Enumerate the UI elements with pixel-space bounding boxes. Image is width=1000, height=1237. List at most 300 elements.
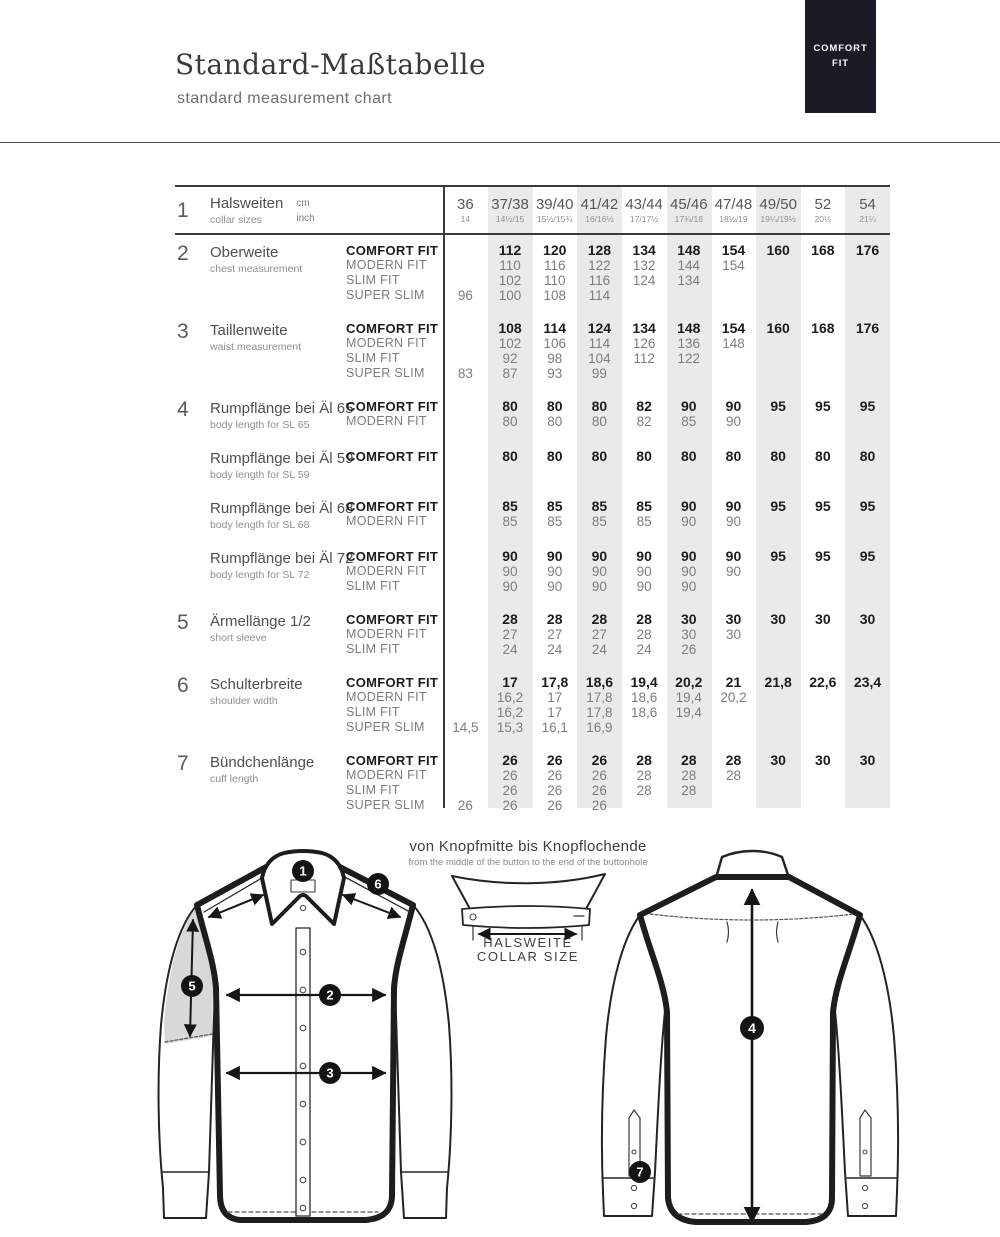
value-cell: 154: [722, 258, 745, 273]
collar-size-inch: 17¾/18: [674, 214, 703, 224]
collar-size-inch: 16/16½: [585, 214, 614, 224]
value-cell: [622, 798, 667, 813]
value-cell: [756, 564, 801, 579]
value-cell: 90: [680, 398, 697, 414]
collar-size-cm: 54: [859, 196, 876, 213]
collar-size-inch: 18½/19: [719, 214, 748, 224]
fit-row: [346, 705, 890, 720]
section-name-en: shoulder width: [210, 695, 278, 707]
section-name-de: Ärmellänge 1/2: [210, 613, 311, 630]
measure-badge-3: [319, 1062, 341, 1084]
section-name-de: Rumpflänge bei Äl 59: [210, 450, 354, 467]
value-cell: 90: [591, 579, 607, 594]
measure-badge-7: [629, 1161, 651, 1183]
value-cell: 95: [770, 398, 786, 414]
value-cell: 17: [502, 674, 518, 690]
value-cell: 134: [632, 242, 656, 258]
value-cell: 26: [457, 798, 473, 813]
value-cell: [443, 336, 488, 351]
value-cell: [801, 273, 846, 288]
value-cell: [622, 720, 667, 735]
collar-size-cm: 39/40: [535, 196, 574, 213]
section-rows: [346, 449, 890, 481]
value-cell: [845, 273, 890, 288]
fit-row: [346, 514, 890, 529]
value-cell: 30: [815, 752, 831, 768]
value-cell: 24: [591, 642, 607, 657]
fit-label: MODERN FIT: [346, 514, 427, 528]
value-cell: [801, 351, 846, 366]
value-cell: [711, 705, 756, 720]
value-cell: 30: [770, 752, 786, 768]
value-cell: [756, 273, 801, 288]
value-cell: [801, 642, 846, 657]
fit-label: COMFORT FIT: [346, 321, 439, 336]
value-cell: 85: [591, 498, 608, 514]
value-cell: 124: [632, 273, 656, 288]
value-cell: 21: [725, 674, 742, 690]
table-section: [175, 753, 890, 813]
fit-row: [346, 549, 890, 564]
collar-size-cm: 47/48: [714, 196, 753, 213]
value-cell: [443, 549, 488, 564]
collar-name-de: Halsweiten: [210, 194, 284, 212]
section-rows: [346, 612, 890, 657]
value-cell: 120: [543, 242, 567, 258]
value-cell: 90: [502, 548, 518, 564]
value-cell: 28: [546, 611, 563, 627]
value-cell: 114: [588, 288, 611, 303]
value-cell: 26: [591, 783, 607, 798]
value-cell: 28: [636, 768, 652, 783]
value-cell: [801, 579, 846, 594]
section-name: [210, 195, 346, 226]
value-cell: 26: [502, 798, 518, 813]
value-cell: [443, 351, 488, 366]
collar-top: [452, 874, 605, 909]
value-cell: 134: [677, 273, 701, 288]
table-section: [175, 399, 890, 431]
value-cell: [443, 753, 488, 768]
section-name-en: body length for SL 59: [210, 469, 310, 481]
value-cell: 30: [725, 611, 742, 627]
value-cell: [801, 514, 846, 529]
value-cell: 28: [725, 752, 742, 768]
value-cell: 28: [636, 752, 652, 768]
value-cell: 95: [815, 398, 831, 414]
value-cell: 85: [547, 514, 563, 529]
fit-label: SUPER SLIM: [346, 798, 425, 812]
collar-band: [462, 906, 590, 928]
value-cell: 80: [725, 448, 742, 464]
value-cell: [845, 705, 890, 720]
value-cell: 28: [681, 768, 697, 783]
value-cell: [845, 514, 890, 529]
section-number: 4: [177, 398, 189, 421]
fit-row: [346, 564, 890, 579]
value-cell: 168: [811, 242, 835, 258]
fit-label: SLIM FIT: [346, 273, 400, 287]
value-cell: 85: [502, 498, 518, 514]
collar-size-cell: [711, 196, 756, 224]
fit-label: COMFORT FIT: [346, 675, 439, 690]
section-rows: [346, 753, 890, 813]
value-cell: [845, 564, 890, 579]
value-cell: 90: [636, 564, 652, 579]
collar-size-cell: [801, 196, 846, 224]
buttonhole-note-de: von Knopfmitte bis Knopflochende: [409, 838, 647, 855]
table-sections: [175, 243, 890, 831]
collar-diagram: [452, 874, 605, 940]
value-cell: [711, 642, 756, 657]
collar-size-cell: [845, 196, 890, 224]
value-cell: [443, 449, 488, 464]
fit-row: [346, 675, 890, 690]
value-cell: 90: [591, 548, 608, 564]
value-cell: [711, 579, 756, 594]
value-cell: 17: [547, 705, 563, 720]
value-cell: 83: [457, 366, 473, 381]
value-cell: [711, 351, 756, 366]
value-cell: [443, 273, 488, 288]
value-cell: 87: [502, 366, 518, 381]
fit-row: [346, 273, 890, 288]
shirt-diagrams: [0, 830, 1000, 1237]
fit-label: SLIM FIT: [346, 783, 400, 797]
value-cell: 116: [588, 273, 611, 288]
section-number: [175, 499, 210, 531]
value-cell: [443, 514, 488, 529]
value-cell: [443, 705, 488, 720]
collar-size-inch: 15½/15¾: [536, 214, 573, 224]
unit-inch-label: inch: [296, 212, 315, 224]
fit-label: SLIM FIT: [346, 642, 400, 656]
value-cell: [756, 414, 801, 429]
value-cell: [801, 705, 846, 720]
value-cell: 17,8: [541, 674, 569, 690]
value-cell: 80: [770, 448, 786, 464]
value-cell: 19,4: [630, 674, 658, 690]
value-cell: 128: [587, 242, 612, 258]
value-cell: 112: [498, 242, 522, 258]
collar-size-cell: [756, 196, 801, 224]
value-cell: [666, 366, 711, 381]
value-cell: 90: [680, 548, 697, 564]
value-cell: 85: [546, 498, 563, 514]
collar-size-cm: 37/38: [491, 196, 529, 213]
section-name: [210, 449, 354, 481]
value-cell: 30: [681, 627, 697, 642]
value-cell: 108: [498, 320, 522, 336]
value-cell: 26: [546, 752, 563, 768]
collar-size-cell: [532, 196, 577, 224]
section-name-de: Schulterbreite: [210, 676, 303, 693]
value-cell: 24: [502, 642, 518, 657]
value-cell: 100: [498, 288, 522, 303]
fit-row: [346, 243, 890, 258]
value-cell: 136: [677, 336, 701, 351]
right-sleeve-placket: [860, 1110, 871, 1176]
buttonhole-note-en: from the middle of the button to the end of the buttonhole: [408, 857, 648, 868]
value-cell: 82: [636, 414, 652, 429]
value-cell: [711, 720, 756, 735]
value-cell: 28: [636, 611, 652, 627]
value-cell: [443, 499, 488, 514]
fit-row: [346, 258, 890, 273]
value-cell: 134: [632, 320, 656, 336]
value-cell: 176: [855, 320, 880, 336]
value-cell: [845, 768, 890, 783]
value-cell: 95: [859, 498, 876, 514]
value-cell: [443, 399, 488, 414]
value-cell: 80: [546, 448, 563, 464]
value-cell: [443, 675, 488, 690]
value-cell: 20,2: [720, 690, 747, 705]
table-section: [175, 321, 890, 381]
value-cell: [801, 720, 846, 735]
value-cell: 104: [588, 351, 611, 366]
value-cell: [756, 690, 801, 705]
section-rows: [346, 399, 890, 431]
value-cell: 23,4: [853, 674, 882, 690]
section-name: [210, 753, 346, 813]
value-cell: 95: [770, 498, 786, 514]
section-name: [210, 243, 346, 303]
svg-text:4: 4: [748, 1020, 756, 1036]
value-cell: 24: [547, 642, 563, 657]
measure-badge-6: [367, 873, 389, 895]
table-section: [175, 449, 890, 481]
value-cell: 110: [499, 258, 521, 273]
value-cell: 26: [502, 783, 518, 798]
section-number: [175, 549, 210, 594]
value-cell: [756, 705, 801, 720]
section-name-de: Rumpflänge bei Äl 72: [210, 550, 354, 567]
fit-label: COMFORT FIT: [346, 449, 439, 464]
value-cell: [801, 690, 846, 705]
value-cell: 85: [502, 514, 518, 529]
value-cell: 168: [811, 320, 835, 336]
value-cell: 90: [547, 564, 563, 579]
value-cell: 80: [591, 398, 608, 414]
value-cell: [756, 351, 801, 366]
section-name-en: body length for SL 68: [210, 519, 310, 531]
value-cell: 85: [591, 514, 607, 529]
svg-text:5: 5: [188, 978, 196, 994]
collar-size-cm: 36: [457, 196, 474, 213]
value-cell: 26: [547, 783, 563, 798]
value-cell: 160: [766, 242, 790, 258]
value-cell: 90: [681, 514, 697, 529]
value-cell: 90: [725, 514, 741, 529]
value-cell: 85: [636, 514, 652, 529]
value-cell: 30: [815, 611, 831, 627]
value-cell: 126: [632, 336, 656, 351]
fit-label: MODERN FIT: [346, 768, 427, 782]
svg-text:3: 3: [326, 1065, 334, 1081]
value-cell: 112: [633, 351, 655, 366]
fit-row: [346, 499, 890, 514]
collar-size-cm: 43/44: [625, 196, 663, 213]
section-rows: [346, 549, 890, 594]
value-cell: 30: [859, 752, 876, 768]
value-cell: [845, 288, 890, 303]
value-cell: [845, 690, 890, 705]
fit-label: SUPER SLIM: [346, 366, 425, 380]
value-cell: 90: [725, 498, 742, 514]
value-cell: 90: [681, 564, 697, 579]
section-number: 5: [177, 611, 189, 634]
fit-label: SLIM FIT: [346, 579, 400, 593]
value-cell: 17,8: [586, 705, 613, 720]
value-cell: 90: [591, 564, 607, 579]
value-cell: 80: [547, 414, 563, 429]
value-cell: 17: [547, 690, 563, 705]
section-name: [210, 399, 354, 431]
section-name-de: Rumpflänge bei Äl 65: [210, 400, 354, 417]
value-cell: 85: [636, 498, 652, 514]
value-cell: 20,2: [675, 674, 703, 690]
fit-label: COMFORT FIT: [346, 612, 439, 627]
value-cell: [845, 798, 890, 813]
collar-size-label-de: HALSWEITE: [483, 935, 573, 950]
value-cell: 154: [721, 242, 746, 258]
value-cell: [801, 798, 846, 813]
value-cell: 18,6: [630, 705, 658, 720]
fit-label: COMFORT FIT: [346, 399, 439, 414]
value-cell: [801, 564, 846, 579]
table-section: [175, 612, 890, 657]
value-cell: 18,6: [585, 674, 614, 690]
value-cell: 80: [502, 448, 518, 464]
value-cell: 27: [502, 627, 518, 642]
value-cell: 102: [498, 273, 522, 288]
table-section: [175, 499, 890, 531]
value-cell: [443, 321, 488, 336]
value-cell: 80: [591, 448, 608, 464]
value-cell: 95: [815, 548, 831, 564]
value-cell: 82: [636, 398, 652, 414]
value-cell: 80: [859, 448, 876, 464]
value-cell: [443, 768, 488, 783]
value-cell: 27: [547, 627, 563, 642]
value-cell: 95: [859, 398, 876, 414]
fit-row: [346, 753, 890, 768]
collar-size-cm: 52: [814, 196, 832, 213]
collar-size-cell: [622, 196, 667, 224]
collar-band-button: [470, 914, 476, 920]
value-cell: 92: [502, 351, 518, 366]
value-cell: [443, 612, 488, 627]
value-cell: [801, 414, 846, 429]
fit-row: [346, 768, 890, 783]
section-rows: [346, 675, 890, 735]
value-cell: [801, 783, 846, 798]
collar-size-inch: 14: [460, 214, 471, 224]
value-cell: 122: [677, 351, 701, 366]
fit-label: SLIM FIT: [346, 705, 400, 719]
value-cell: 18,6: [630, 690, 658, 705]
collar-size-cell: [666, 196, 711, 224]
value-cell: 90: [546, 548, 563, 564]
value-cell: [622, 366, 667, 381]
value-cell: [443, 564, 488, 579]
value-cell: 26: [591, 752, 608, 768]
value-cell: 26: [591, 798, 607, 813]
value-cell: [801, 288, 846, 303]
fit-label: SLIM FIT: [346, 351, 400, 365]
fit-row: [346, 612, 890, 627]
measure-badge-4: [740, 1016, 764, 1040]
fit-label: COMFORT FIT: [346, 243, 439, 258]
value-cell: 24: [636, 642, 652, 657]
value-cell: 28: [636, 627, 652, 642]
value-cell: 108: [543, 288, 566, 303]
value-cell: 90: [725, 548, 742, 564]
table-section: [175, 243, 890, 303]
value-cell: 154: [721, 320, 746, 336]
value-cell: 16,9: [586, 720, 613, 735]
section-number: 7: [177, 752, 189, 775]
value-cell: 26: [502, 752, 518, 768]
fit-label: SUPER SLIM: [346, 288, 425, 302]
fit-row: [346, 366, 890, 381]
value-cell: 30: [680, 611, 697, 627]
value-cell: 28: [725, 768, 741, 783]
value-cell: [756, 768, 801, 783]
value-cell: 148: [677, 242, 701, 258]
fit-row: [346, 579, 890, 594]
value-cell: 106: [543, 336, 566, 351]
value-cell: 96: [457, 288, 473, 303]
value-cell: 26: [502, 768, 518, 783]
fit-label: COMFORT FIT: [346, 753, 439, 768]
collar-size-cell: [577, 196, 622, 224]
value-cell: [845, 642, 890, 657]
value-cell: [845, 783, 890, 798]
value-cell: [711, 798, 756, 813]
value-cell: 176: [855, 242, 880, 258]
value-cell: [666, 720, 711, 735]
value-cell: 114: [543, 320, 567, 336]
value-cell: [711, 366, 756, 381]
measure-badge-2: [319, 984, 341, 1006]
fit-row: [346, 798, 890, 813]
svg-text:1: 1: [299, 863, 307, 879]
value-cell: 80: [546, 398, 563, 414]
value-cell: 90: [636, 579, 652, 594]
value-cell: 95: [859, 548, 876, 564]
value-cell: [801, 258, 846, 273]
value-cell: 80: [591, 414, 607, 429]
value-cell: 132: [632, 258, 656, 273]
value-cell: [443, 243, 488, 258]
value-cell: [666, 288, 711, 303]
value-cell: 90: [680, 498, 697, 514]
value-cell: [845, 336, 890, 351]
value-cell: [443, 690, 488, 705]
value-cell: 80: [680, 448, 697, 464]
value-cell: [711, 273, 756, 288]
fit-row: [346, 336, 890, 351]
value-cell: 16,2: [496, 705, 524, 720]
value-cell: 148: [677, 320, 701, 336]
value-cell: 85: [681, 414, 697, 429]
value-cell: [845, 351, 890, 366]
section-name: [210, 499, 354, 531]
fit-label: MODERN FIT: [346, 564, 427, 578]
back-body-outline: [640, 877, 860, 1222]
